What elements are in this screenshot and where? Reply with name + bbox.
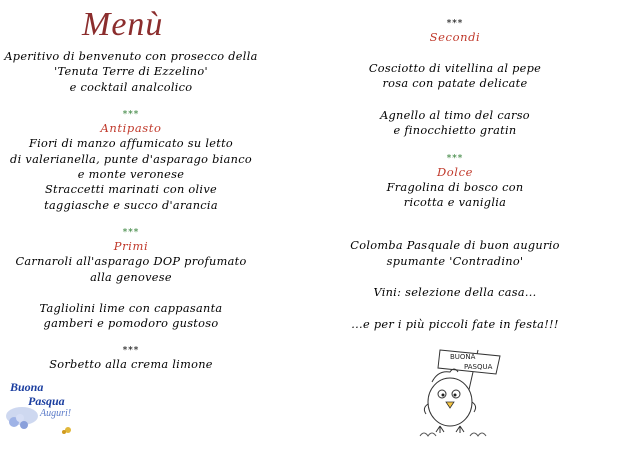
separator: ***	[446, 153, 464, 164]
antipasto-line: taggiasche e succo d'arancia	[44, 198, 218, 212]
secondi-line: Agnello al timo del carso	[380, 108, 530, 122]
separator: ***	[446, 19, 464, 29]
chick-illustration	[410, 344, 510, 440]
colomba-line: Colomba Pasquale di buon augurio	[350, 239, 560, 253]
section-heading-dolce: Dolce	[436, 164, 474, 179]
secondi-line: rosa con patate delicate	[382, 77, 528, 91]
chick-icon	[410, 344, 510, 440]
logo-text: Auguri!	[40, 408, 72, 419]
intro-line: e cocktail analcolico	[69, 80, 193, 94]
section-heading-secondi: Secondi	[429, 30, 481, 44]
closing-line: ...e per i più piccoli fate in festa!!!	[351, 317, 559, 331]
vini-line: Vini: selezione della casa...	[373, 286, 537, 300]
logo-text: Pasqua	[28, 394, 65, 408]
logo-text: Buona	[10, 380, 44, 394]
primi-line: Carnaroli all'asparago DOP profumato	[15, 255, 247, 269]
primi-line: alla genovese	[90, 270, 172, 284]
primi-line: gamberi e pomodoro gustoso	[43, 317, 219, 331]
sorbetto-line: Sorbetto alla crema limone	[49, 357, 213, 371]
separator: ***	[122, 228, 140, 239]
sign-text: PASQUA	[464, 363, 493, 371]
intro-line: 'Tenuta Terre di Ezzelino'	[54, 65, 208, 79]
dolce-line: Fragolina di bosco con	[386, 180, 524, 194]
antipasto-line: e monte veronese	[77, 168, 185, 182]
intro-line: Aperitivo di benvenuto con prosecco della	[4, 50, 258, 63]
secondi-line: e finocchietto gratin	[393, 124, 517, 138]
separator: ***	[122, 345, 140, 356]
menu-title: Menù	[82, 6, 164, 43]
right-column	[330, 0, 580, 332]
section-heading-primi: Primi	[113, 239, 149, 254]
primi-line: Tagliolini lime con cappasanta	[39, 302, 223, 316]
left-column	[0, 0, 262, 372]
colomba-line: spumante 'Contradino'	[386, 254, 524, 268]
antipasto-line: Fiori di manzo affumicato su letto	[28, 137, 234, 151]
section-heading-antipasto: Antipasto	[100, 121, 162, 136]
sign-text: BUONA	[450, 353, 476, 361]
separator: ***	[122, 110, 140, 121]
dolce-line: ricotta e vaniglia	[403, 196, 507, 210]
secondi-line: Cosciotto di vitellina al pepe	[368, 62, 542, 75]
antipasto-line: di valerianella, punte d'asparago bianco	[10, 152, 252, 166]
buona-pasqua-logo	[4, 378, 82, 438]
antipasto-line: Straccetti marinati con olive	[44, 183, 218, 197]
